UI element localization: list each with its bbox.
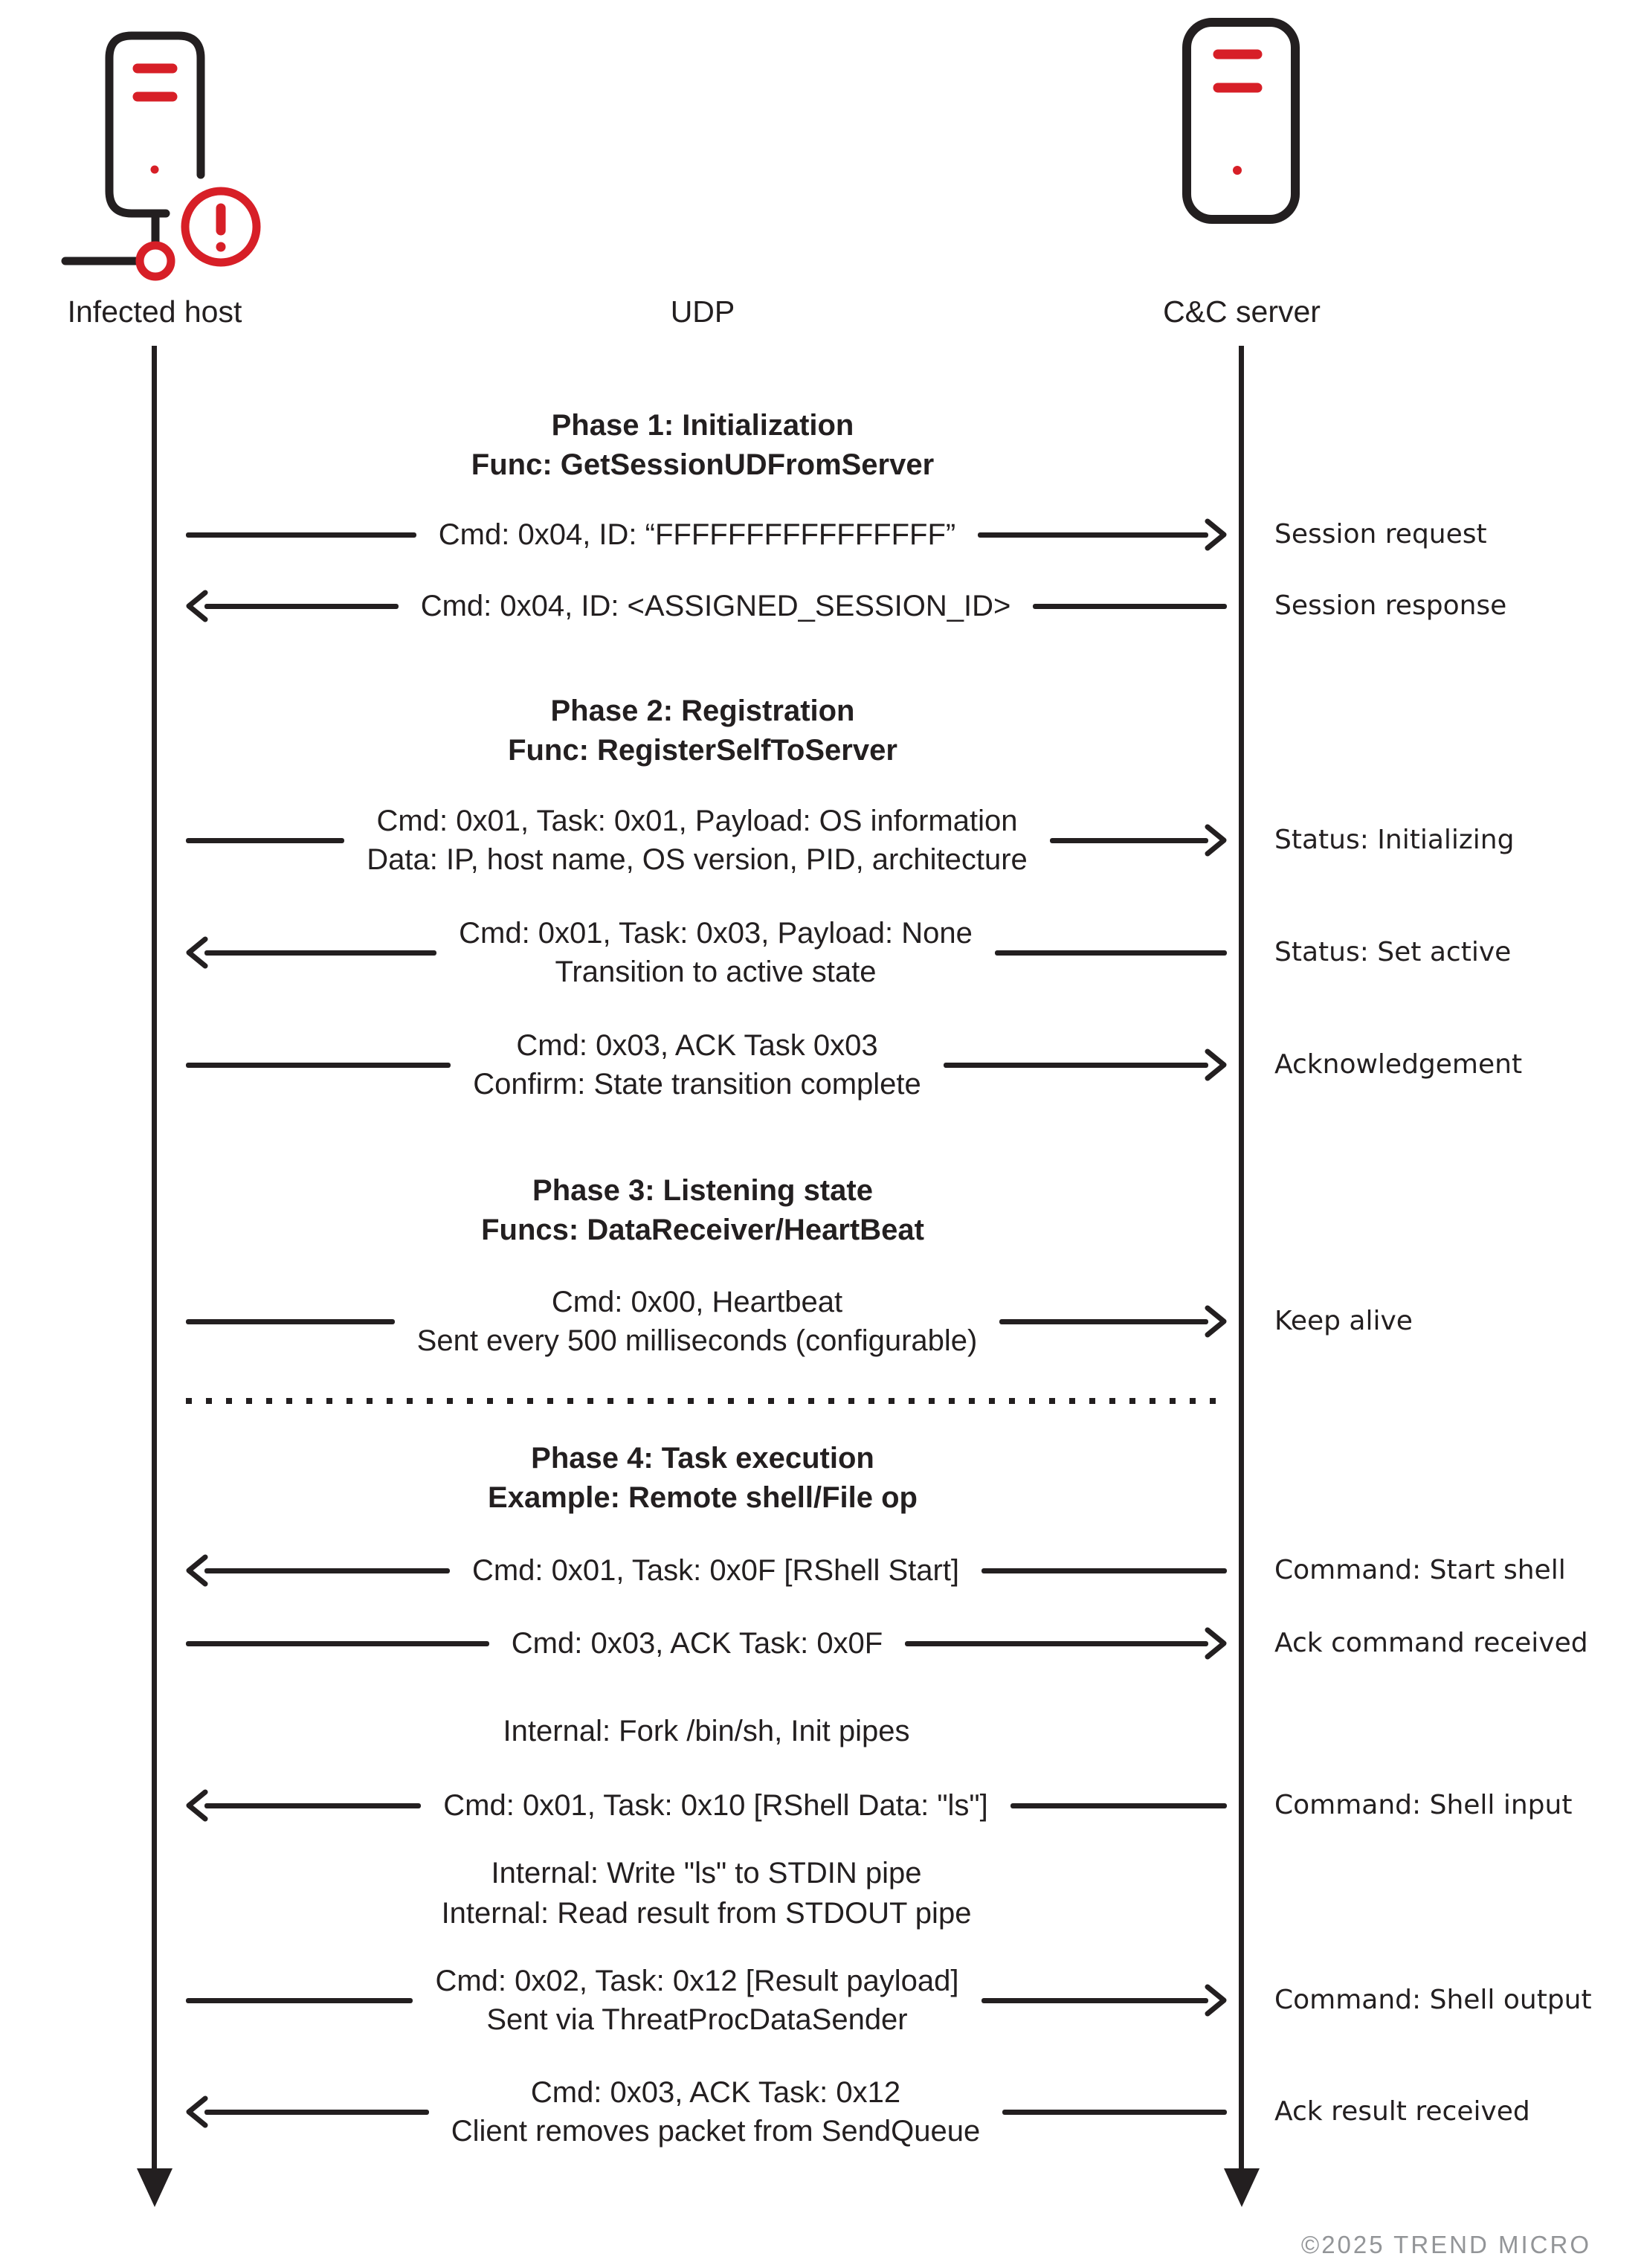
phase-header-1: [260, 406, 1145, 485]
arrow-line: [1050, 838, 1208, 843]
annotation-label: Command: Shell input: [1274, 1790, 1573, 1820]
message-arrow: [186, 587, 1227, 625]
arrowhead-right-icon: [1205, 518, 1227, 551]
power-plug-circle: [140, 245, 171, 277]
arrow-line: [186, 532, 416, 538]
annotation-label: Ack command received: [1274, 1628, 1588, 1658]
server-tower-outline: [109, 36, 201, 213]
message-text: Cmd: 0x02, Task: 0x12 [Result payload] Sent via ThreatProcDataSender: [435, 1965, 959, 2036]
lifeline-arrowhead-left: [137, 2168, 173, 2207]
message-text: Cmd: 0x01, Task: 0x01, Payload: OS information Data: IP, host name, OS version, PID, architecture: [367, 805, 1028, 876]
message-text: Cmd: 0x01, Task: 0x03, Payload: None Transition to active state: [459, 917, 973, 988]
cc-server-icon: [1175, 9, 1309, 225]
arrow-line: [186, 838, 344, 843]
message-text: Cmd: 0x04, ID: <ASSIGNED_SESSION_ID>: [420, 590, 1011, 622]
message-text: Cmd: 0x01, Task: 0x0F [RShell Start]: [471, 1554, 960, 1587]
server-power-led: [151, 166, 159, 174]
actor-label-cc-server: C&C server: [1163, 294, 1321, 329]
phase-title: Phase 1: Initialization: [551, 409, 854, 442]
phase-header-4: [260, 1439, 1145, 1518]
arrowhead-right-icon: [1205, 1305, 1227, 1338]
message-arrow: [186, 1283, 1227, 1360]
arrow-line: [1033, 604, 1227, 609]
annotation-label: Session response: [1274, 590, 1507, 621]
phase-subtitle: Example: Remote shell/File op: [488, 1481, 918, 1514]
arrow-line: [204, 604, 399, 609]
message-arrow: [186, 515, 1227, 554]
phase-title: Phase 3: Listening state: [532, 1174, 873, 1207]
arrow-line: [186, 1641, 489, 1646]
annotation-label: Keep alive: [1274, 1306, 1413, 1336]
lifeline-infected-host: [152, 346, 157, 2171]
phase-title: Phase 2: Registration: [550, 695, 855, 727]
arrow-line: [204, 1803, 421, 1808]
annotation-label: Command: Start shell: [1274, 1555, 1566, 1585]
phase-subtitle: Func: RegisterSelfToServer: [508, 734, 897, 767]
phase-header-3: [260, 1171, 1145, 1250]
phase-separator-dotted-line: [186, 1398, 1221, 1404]
arrow-line: [1002, 2110, 1227, 2115]
message-text: Cmd: 0x03, ACK Task: 0x12 Client removes packet from SendQueue: [451, 2076, 981, 2148]
actor-label-infected-host: Infected host: [67, 294, 242, 329]
arrow-line: [204, 950, 436, 956]
arrow-line: [1010, 1803, 1227, 1808]
arrow-line: [186, 1063, 451, 1068]
infected-host-icon: [52, 13, 275, 285]
arrow-line: [999, 1319, 1208, 1324]
server-power-led: [1233, 166, 1242, 175]
arrow-line: [995, 950, 1227, 956]
message-arrow: [186, 1962, 1227, 2039]
arrowhead-right-icon: [1205, 824, 1227, 857]
phase-header-2: [260, 692, 1145, 770]
annotation-label: Status: Set active: [1274, 937, 1512, 967]
annotation-label: Status: Initializing: [1274, 825, 1515, 855]
message-arrow: [186, 1786, 1227, 1825]
message-arrow: [186, 2073, 1227, 2151]
message-arrow: [186, 1026, 1227, 1104]
phase-title: Phase 4: Task execution: [531, 1442, 874, 1475]
phase-subtitle: Func: GetSessionUDFromServer: [471, 448, 935, 481]
annotation-label: Session request: [1274, 519, 1487, 550]
message-text: Cmd: 0x00, Heartbeat Sent every 500 milliseconds (configurable): [416, 1286, 978, 1357]
message-arrow: [186, 802, 1227, 879]
internal-note: Internal: Fork /bin/sh, Init pipes: [503, 1715, 910, 1747]
phase-subtitle: Funcs: DataReceiver/HeartBeat: [481, 1214, 924, 1246]
message-text: Cmd: 0x03, ACK Task 0x03 Confirm: State transition complete: [473, 1029, 921, 1101]
arrow-line: [981, 1998, 1208, 2003]
message-text: Cmd: 0x04, ID: “FFFFFFFFFFFFFFFF”: [438, 518, 956, 551]
message-text: Cmd: 0x01, Task: 0x10 [RShell Data: "ls"]: [443, 1789, 988, 1822]
message-arrow: [186, 1551, 1227, 1590]
internal-note: Internal: Write "ls" to STDIN pipe Internal: Read result from STDOUT pipe: [441, 1857, 972, 1930]
message-arrow: [186, 914, 1227, 991]
arrowhead-right-icon: [1205, 1627, 1227, 1660]
lifeline-arrowhead-right: [1224, 2168, 1260, 2207]
arrowhead-right-icon: [1205, 1048, 1227, 1081]
arrow-line: [186, 1319, 395, 1324]
copyright-notice: ©2025 TREND MICRO: [1300, 2231, 1591, 2258]
lifeline-cc-server: [1239, 346, 1244, 2171]
annotation-label: Acknowledgement: [1274, 1049, 1523, 1080]
alert-exclamation-dot: [216, 242, 226, 252]
arrow-line: [204, 2110, 429, 2115]
arrow-line: [944, 1063, 1208, 1068]
message-text: Cmd: 0x03, ACK Task: 0x0F: [511, 1627, 883, 1660]
arrow-line: [905, 1641, 1208, 1646]
message-arrow: [186, 1624, 1227, 1663]
arrow-line: [981, 1568, 1227, 1573]
arrow-line: [978, 532, 1208, 538]
arrow-line: [204, 1568, 450, 1573]
arrow-line: [186, 1998, 413, 2003]
annotation-label: Command: Shell output: [1274, 1985, 1592, 2015]
transport-label-udp: UDP: [670, 294, 735, 329]
annotation-label: Ack result received: [1274, 2096, 1530, 2127]
arrowhead-right-icon: [1205, 1984, 1227, 2017]
